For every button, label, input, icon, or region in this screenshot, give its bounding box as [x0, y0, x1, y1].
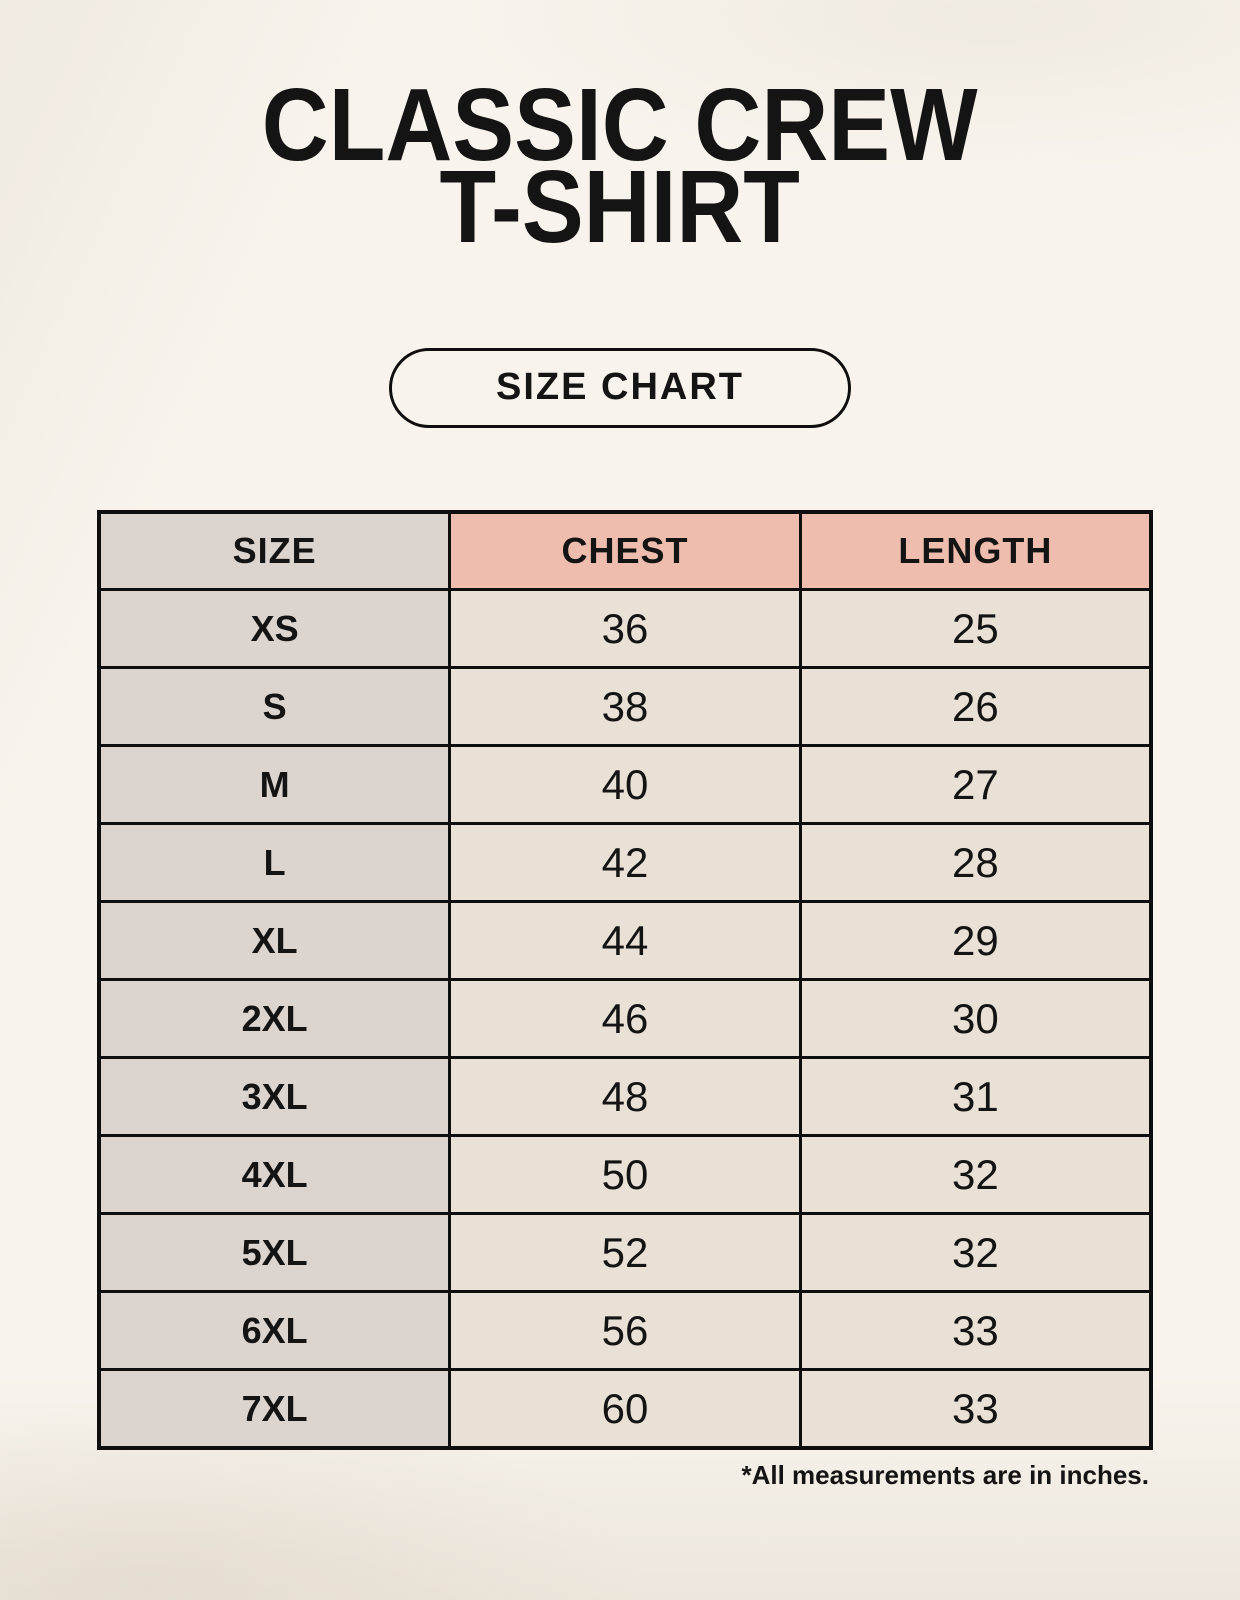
measurement-cell: 50: [450, 1136, 801, 1214]
size-table-container: [97, 510, 1153, 1491]
table-row: [99, 1136, 1151, 1214]
measurement-cell: 33: [800, 1292, 1151, 1370]
measurement-cell: 44: [450, 902, 801, 980]
table-row: [99, 1292, 1151, 1370]
size-cell: S: [99, 668, 450, 746]
table-row: [99, 1214, 1151, 1292]
measurement-cell: 46: [450, 980, 801, 1058]
measurement-cell: 28: [800, 824, 1151, 902]
measurement-cell: 48: [450, 1058, 801, 1136]
header-size: SIZE: [99, 512, 450, 590]
table-row: [99, 824, 1151, 902]
size-cell: M: [99, 746, 450, 824]
measurement-cell: 32: [800, 1136, 1151, 1214]
table-row: [99, 590, 1151, 668]
measurement-cell: 31: [800, 1058, 1151, 1136]
size-cell: 7XL: [99, 1370, 450, 1448]
measurement-cell: 60: [450, 1370, 801, 1448]
size-chart-button-row: [0, 348, 1240, 428]
size-cell: XS: [99, 590, 450, 668]
table-row: [99, 902, 1151, 980]
table-row: [99, 1370, 1151, 1448]
measurement-cell: 30: [800, 980, 1151, 1058]
title-line-1: CLASSIC CREW: [262, 67, 978, 182]
header-length: LENGTH: [800, 512, 1151, 590]
size-cell: 5XL: [99, 1214, 450, 1292]
page-title: [0, 0, 1240, 265]
size-cell: 4XL: [99, 1136, 450, 1214]
measurement-cell: 32: [800, 1214, 1151, 1292]
measurement-cell: 26: [800, 668, 1151, 746]
footnote: *All measurements are in inches.: [741, 1459, 1149, 1490]
measurement-cell: 33: [800, 1370, 1151, 1448]
size-table-body: [99, 590, 1151, 1448]
title-line-2: T-SHIRT: [439, 149, 801, 265]
table-row: [99, 746, 1151, 824]
measurement-cell: 42: [450, 824, 801, 902]
measurement-cell: 38: [450, 668, 801, 746]
size-cell: 2XL: [99, 980, 450, 1058]
measurement-cell: 29: [800, 902, 1151, 980]
table-row: [99, 980, 1151, 1058]
measurement-cell: 56: [450, 1292, 801, 1370]
size-cell: L: [99, 824, 450, 902]
size-cell: XL: [99, 902, 450, 980]
measurement-cell: 40: [450, 746, 801, 824]
table-row: [99, 1058, 1151, 1136]
page-title-text: [262, 67, 978, 265]
size-chart-button[interactable]: SIZE CHART: [389, 348, 851, 428]
measurement-cell: 52: [450, 1214, 801, 1292]
table-header-row: [99, 512, 1151, 590]
size-table: [97, 510, 1153, 1450]
table-row: [99, 668, 1151, 746]
measurement-cell: 27: [800, 746, 1151, 824]
measurement-cell: 25: [800, 590, 1151, 668]
measurement-cell: 36: [450, 590, 801, 668]
header-chest: CHEST: [450, 512, 801, 590]
size-cell: 6XL: [99, 1292, 450, 1370]
size-cell: 3XL: [99, 1058, 450, 1136]
